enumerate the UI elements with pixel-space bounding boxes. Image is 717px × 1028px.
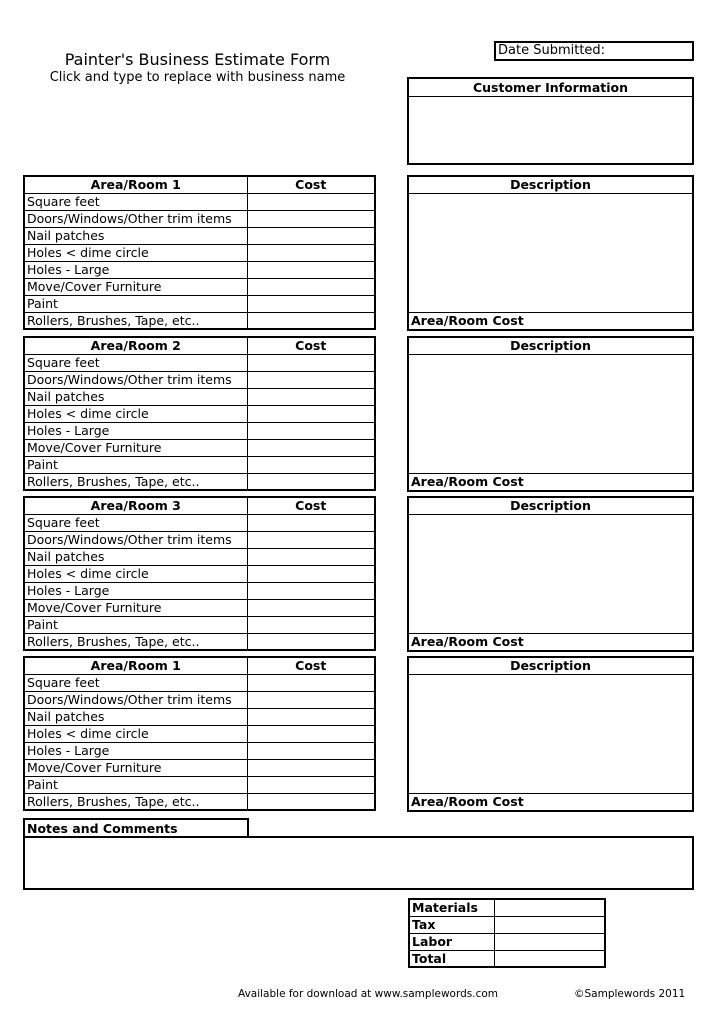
totals-label: Labor [409, 933, 494, 950]
totals-table [408, 898, 606, 968]
cost-cell[interactable] [247, 244, 375, 261]
area-title: Area/Room 1 [24, 657, 247, 674]
description-field[interactable] [409, 675, 692, 793]
cost-cell[interactable] [247, 456, 375, 473]
date-submitted-label: Date Submitted: [498, 43, 606, 58]
area-title: Area/Room 1 [24, 176, 247, 193]
cost-cell[interactable] [247, 278, 375, 295]
line-item-label: Holes - Large [24, 742, 247, 759]
description-field[interactable] [409, 515, 692, 633]
customer-information-box [407, 77, 694, 165]
cost-cell[interactable] [247, 759, 375, 776]
cost-cell[interactable] [247, 793, 375, 810]
totals-value-cell[interactable] [494, 950, 605, 967]
totals-label: Total [409, 950, 494, 967]
business-name-placeholder[interactable]: Click and type to replace with business name [49, 70, 346, 85]
totals-value-cell[interactable] [494, 933, 605, 950]
area-table [23, 496, 376, 651]
line-item-label: Move/Cover Furniture [24, 759, 247, 776]
totals-label: Materials [409, 899, 494, 916]
line-item-label: Doors/Windows/Other trim items [24, 371, 247, 388]
line-item-label: Square feet [24, 193, 247, 210]
cost-cell[interactable] [247, 439, 375, 456]
cost-header: Cost [247, 657, 375, 674]
line-item-label: Doors/Windows/Other trim items [24, 691, 247, 708]
line-item-label: Doors/Windows/Other trim items [24, 210, 247, 227]
description-heading: Description [409, 177, 692, 194]
line-item-label: Move/Cover Furniture [24, 278, 247, 295]
cost-cell[interactable] [247, 616, 375, 633]
customer-information-heading: Customer Information [409, 79, 692, 97]
line-item-label: Nail patches [24, 708, 247, 725]
cost-cell[interactable] [247, 227, 375, 244]
line-item-label: Paint [24, 456, 247, 473]
form-title: Painter's Business Estimate Form [64, 50, 331, 69]
line-item-label: Square feet [24, 514, 247, 531]
cost-cell[interactable] [247, 742, 375, 759]
line-item-label: Nail patches [24, 227, 247, 244]
description-field[interactable] [409, 194, 692, 312]
line-item-label: Rollers, Brushes, Tape, etc.. [24, 633, 247, 650]
cost-cell[interactable] [247, 565, 375, 582]
cost-cell[interactable] [247, 531, 375, 548]
line-item-label: Holes < dime circle [24, 565, 247, 582]
cost-cell[interactable] [247, 295, 375, 312]
area-cost-label: Area/Room Cost [409, 633, 692, 650]
description-box [407, 656, 694, 812]
cost-cell[interactable] [247, 261, 375, 278]
cost-cell[interactable] [247, 473, 375, 490]
notes-field[interactable] [23, 836, 694, 890]
line-item-label: Paint [24, 295, 247, 312]
download-footer-text: Available for download at www.samplewords.com [238, 988, 498, 1000]
line-item-label: Move/Cover Furniture [24, 599, 247, 616]
copyright-text: ©Samplewords 2011 [574, 988, 686, 1000]
cost-cell[interactable] [247, 599, 375, 616]
line-item-label: Paint [24, 616, 247, 633]
area-cost-label: Area/Room Cost [409, 312, 692, 329]
notes-label: Notes and Comments [23, 818, 249, 838]
area-title: Area/Room 3 [24, 497, 247, 514]
line-item-label: Move/Cover Furniture [24, 439, 247, 456]
cost-cell[interactable] [247, 388, 375, 405]
area-table [23, 175, 376, 330]
area-table [23, 656, 376, 811]
line-item-label: Holes < dime circle [24, 244, 247, 261]
cost-cell[interactable] [247, 691, 375, 708]
line-item-label: Rollers, Brushes, Tape, etc.. [24, 793, 247, 810]
description-box [407, 175, 694, 331]
date-submitted-field[interactable] [494, 41, 694, 61]
cost-header: Cost [247, 176, 375, 193]
cost-cell[interactable] [247, 674, 375, 691]
line-item-label: Square feet [24, 674, 247, 691]
description-heading: Description [409, 498, 692, 515]
cost-cell[interactable] [247, 422, 375, 439]
cost-cell[interactable] [247, 371, 375, 388]
totals-label: Tax [409, 916, 494, 933]
description-box [407, 336, 694, 492]
area-cost-label: Area/Room Cost [409, 793, 692, 810]
cost-cell[interactable] [247, 193, 375, 210]
cost-header: Cost [247, 497, 375, 514]
cost-cell[interactable] [247, 633, 375, 650]
description-heading: Description [409, 658, 692, 675]
line-item-label: Holes - Large [24, 422, 247, 439]
cost-cell[interactable] [247, 708, 375, 725]
cost-cell[interactable] [247, 725, 375, 742]
cost-header: Cost [247, 337, 375, 354]
totals-value-cell[interactable] [494, 916, 605, 933]
line-item-label: Square feet [24, 354, 247, 371]
line-item-label: Rollers, Brushes, Tape, etc.. [24, 473, 247, 490]
cost-cell[interactable] [247, 354, 375, 371]
area-cost-label: Area/Room Cost [409, 473, 692, 490]
line-item-label: Nail patches [24, 388, 247, 405]
line-item-label: Rollers, Brushes, Tape, etc.. [24, 312, 247, 329]
cost-cell[interactable] [247, 582, 375, 599]
line-item-label: Nail patches [24, 548, 247, 565]
cost-cell[interactable] [247, 514, 375, 531]
totals-value-cell[interactable] [494, 899, 605, 916]
line-item-label: Holes - Large [24, 261, 247, 278]
area-title: Area/Room 2 [24, 337, 247, 354]
area-table [23, 336, 376, 491]
line-item-label: Holes < dime circle [24, 725, 247, 742]
description-heading: Description [409, 338, 692, 355]
description-field[interactable] [409, 355, 692, 473]
cost-cell[interactable] [247, 405, 375, 422]
cost-cell[interactable] [247, 312, 375, 329]
cost-cell[interactable] [247, 210, 375, 227]
line-item-label: Doors/Windows/Other trim items [24, 531, 247, 548]
customer-information-field[interactable] [409, 97, 692, 163]
description-box [407, 496, 694, 652]
cost-cell[interactable] [247, 776, 375, 793]
line-item-label: Holes - Large [24, 582, 247, 599]
line-item-label: Paint [24, 776, 247, 793]
line-item-label: Holes < dime circle [24, 405, 247, 422]
cost-cell[interactable] [247, 548, 375, 565]
